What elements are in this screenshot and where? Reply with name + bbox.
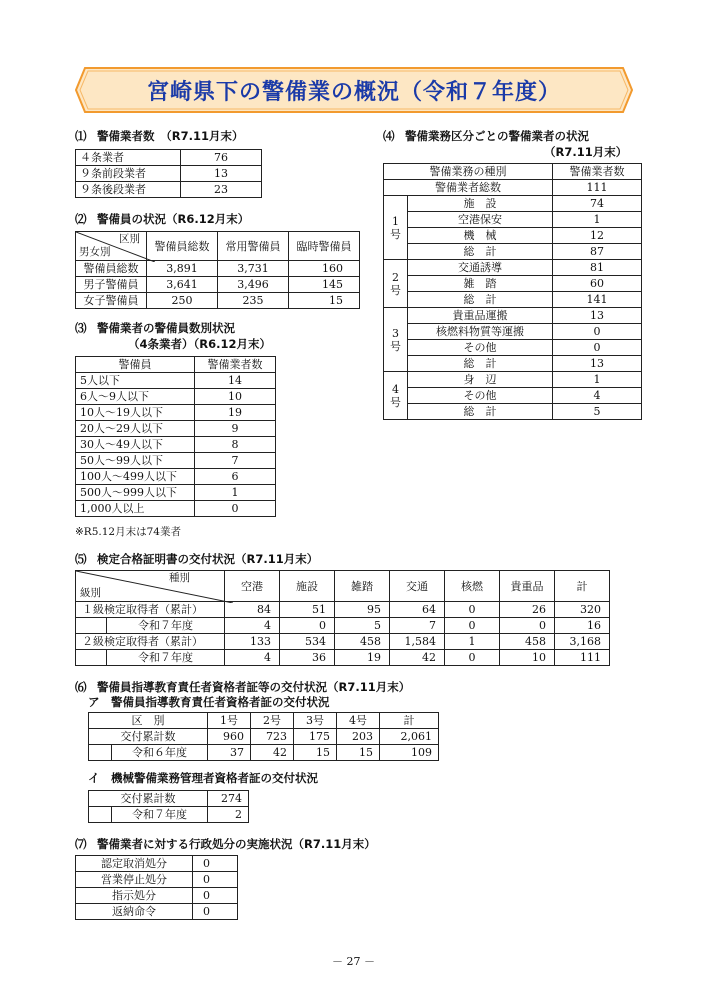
column-header: 空港 <box>225 571 280 602</box>
column-header: 交通 <box>390 571 445 602</box>
row-label: 令和６年度 <box>111 745 207 760</box>
cell-value: 3,891 <box>147 261 218 277</box>
row-label: 交付累計数 <box>89 791 208 807</box>
table-row <box>76 453 276 469</box>
section-4-date: （R7.11月末） <box>544 145 628 159</box>
cell-value: 274 <box>208 791 249 807</box>
cell-value: 1 <box>445 634 500 650</box>
cell-value: 534 <box>280 634 335 650</box>
row-label: 5人以下 <box>76 373 195 389</box>
section-6i-heading: イ 機械警備業務管理者資格者証の交付状況 <box>88 771 318 785</box>
row-value: 6 <box>195 469 276 485</box>
cell-value: 7 <box>390 618 445 634</box>
cell-value: 0 <box>553 324 642 340</box>
table-row <box>89 745 439 761</box>
table-row <box>89 729 439 745</box>
cell-value: 960 <box>208 729 251 745</box>
group-label: 1号 <box>389 214 401 241</box>
row-label: 総 計 <box>407 356 552 372</box>
row-label: 施 設 <box>407 196 552 212</box>
table-row <box>384 340 642 356</box>
row-label: 警備業者総数 <box>384 180 553 196</box>
table-row <box>76 888 238 904</box>
cell-value: 15 <box>289 293 360 309</box>
table-row <box>76 904 238 920</box>
cell-value: 36 <box>280 650 335 666</box>
column-header: 警備業者数 <box>195 357 276 373</box>
table-row <box>76 277 360 293</box>
page-title: 宮崎県下の警備業の概況（令和７年度） <box>146 79 561 105</box>
cell-value: 4 <box>225 650 280 666</box>
corner-top-label: 種別 <box>169 572 190 584</box>
row-value: 8 <box>195 437 276 453</box>
cell-value: 19 <box>335 650 390 666</box>
section-3-subtitle: （4条業者）（R6.12月末） <box>128 337 271 351</box>
cell-value: 74 <box>553 196 642 212</box>
table-row <box>384 228 642 244</box>
cell-value: 60 <box>553 276 642 292</box>
section-6-heading <box>75 679 410 695</box>
section-4-rows <box>384 196 642 420</box>
section-5-rows <box>76 602 610 666</box>
row-label: 機 械 <box>407 228 552 244</box>
cell-value: 26 <box>500 602 555 618</box>
cell-value: 2,061 <box>380 729 439 745</box>
section-2-table <box>75 231 360 309</box>
group-label-cell <box>384 260 408 308</box>
row-label: ９条後段業者 <box>76 182 181 198</box>
column-header: 区 別 <box>89 713 208 729</box>
section-3-title: 警備業者の警備員数別状況 <box>97 321 235 335</box>
column-header: 雑踏 <box>335 571 390 602</box>
cell-value: 4 <box>225 618 280 634</box>
table-row <box>384 372 642 388</box>
section-6a-heading: ア 警備員指導教育責任者資格者証の交付状況 <box>88 695 330 709</box>
section-4-title: 警備業務区分ごとの警備業者の状況 <box>405 129 589 143</box>
row-label: 女子警備員 <box>76 293 147 309</box>
table-row <box>76 166 262 182</box>
row-label: 30人～49人以下 <box>76 437 195 453</box>
table-row <box>384 388 642 404</box>
table-row <box>76 469 276 485</box>
section-5-table <box>75 570 610 666</box>
group-label-cell <box>384 372 408 420</box>
cell-value: 133 <box>225 634 280 650</box>
row-label: 総 計 <box>407 404 552 420</box>
column-header: 警備業務の種別 <box>384 164 553 180</box>
table-row <box>384 180 642 196</box>
group-label-cell <box>384 308 408 372</box>
table-row <box>76 485 276 501</box>
cell-value: 0 <box>445 602 500 618</box>
row-label-cell <box>89 807 208 823</box>
column-header: 警備員総数 <box>147 232 218 261</box>
row-label: 認定取消処分 <box>76 856 193 872</box>
section-4-table <box>383 163 642 420</box>
table-row <box>76 150 262 166</box>
section-2-number: ⑵ <box>75 212 87 226</box>
section-7-title: 警備業者に対する行政処分の実施状況（R7.11月末） <box>97 837 376 851</box>
row-label: 男子警備員 <box>76 277 147 293</box>
row-label: 令和７年度 <box>111 807 207 822</box>
cell-value: 0 <box>445 618 500 634</box>
row-value: 0 <box>195 501 276 517</box>
row-label: 核燃料物質等運搬 <box>407 324 552 340</box>
row-value: 0 <box>193 904 238 920</box>
section-1-title: 警備業者数 （R7.11月末） <box>97 129 244 143</box>
table-header-row <box>384 164 642 180</box>
cell-value: 64 <box>390 602 445 618</box>
section-2-heading <box>75 211 249 227</box>
column-header: 貴重品 <box>500 571 555 602</box>
title-banner <box>75 67 633 113</box>
cell-value: 109 <box>380 745 439 761</box>
column-header: 核燃 <box>445 571 500 602</box>
table-row <box>76 389 276 405</box>
row-label: 1,000人以上 <box>76 501 195 517</box>
table-row <box>76 634 610 650</box>
table-header-row <box>76 357 276 373</box>
row-label: １級検定取得者（累計） <box>76 602 225 618</box>
row-label: ９条前段業者 <box>76 166 181 182</box>
table-row <box>384 404 642 420</box>
table-row <box>384 260 642 276</box>
cell-value: 145 <box>289 277 360 293</box>
section-7-heading <box>75 836 376 852</box>
column-header: 2号 <box>251 713 294 729</box>
row-label: 雑 踏 <box>407 276 552 292</box>
row-value: 7 <box>195 453 276 469</box>
row-value: 19 <box>195 405 276 421</box>
table-row <box>76 872 238 888</box>
table-header-row <box>76 232 360 261</box>
row-label: 6人～9人以下 <box>76 389 195 405</box>
row-value: 1 <box>195 485 276 501</box>
corner-bottom-label: 男女別 <box>79 246 111 258</box>
table-row <box>89 807 249 823</box>
row-value: 14 <box>195 373 276 389</box>
row-label: 指示処分 <box>76 888 193 904</box>
cell-value: 203 <box>337 729 380 745</box>
cell-value: 13 <box>553 308 642 324</box>
row-label-cell <box>76 650 225 666</box>
cell-value: 95 <box>335 602 390 618</box>
row-label: 空港保安 <box>407 212 552 228</box>
section-7-number: ⑺ <box>75 837 87 851</box>
cell-value: 84 <box>225 602 280 618</box>
corner-bottom-label: 級別 <box>80 587 101 599</box>
row-label: ２級検定取得者（累計） <box>76 634 225 650</box>
row-value: 23 <box>181 182 262 198</box>
table-row <box>76 293 360 309</box>
row-label: 交通誘導 <box>407 260 552 276</box>
group-label: 4号 <box>389 382 401 409</box>
cell-value: 141 <box>553 292 642 308</box>
row-label: 総 計 <box>407 244 552 260</box>
section-1-heading <box>75 128 243 144</box>
table-row <box>76 618 610 634</box>
cell-value: 51 <box>280 602 335 618</box>
cell-value: 458 <box>500 634 555 650</box>
cell-value: 0 <box>445 650 500 666</box>
row-label: 10人～19人以下 <box>76 405 195 421</box>
section-2-title: 警備員の状況（R6.12月末） <box>97 212 250 226</box>
table-row <box>76 856 238 872</box>
row-value: 0 <box>193 888 238 904</box>
cell-value: 15 <box>337 745 380 761</box>
row-label: 総 計 <box>407 292 552 308</box>
table-row <box>384 356 642 372</box>
table-row <box>76 437 276 453</box>
row-label: 貴重品運搬 <box>407 308 552 324</box>
column-header: 3号 <box>294 713 337 729</box>
section-5-title: 検定合格証明書の交付状況（R7.11月末） <box>97 552 319 566</box>
cell-value: 175 <box>294 729 337 745</box>
row-label: その他 <box>407 340 552 356</box>
section-3-number: ⑶ <box>75 321 87 335</box>
row-label: 20人～29人以下 <box>76 421 195 437</box>
cell-value: 81 <box>553 260 642 276</box>
row-label: 令和７年度 <box>106 650 224 665</box>
column-header: 4号 <box>337 713 380 729</box>
row-label: 営業停止処分 <box>76 872 193 888</box>
column-header: 計 <box>380 713 439 729</box>
cell-value: 12 <box>553 228 642 244</box>
column-header: 警備業者数 <box>553 164 642 180</box>
section-5-number: ⑸ <box>75 552 87 566</box>
row-label-cell <box>76 618 225 634</box>
row-label: 警備員総数 <box>76 261 147 277</box>
cell-value: 10 <box>500 650 555 666</box>
section-3-rows <box>76 373 276 517</box>
section-6-title: 警備員指導教育責任者資格者証等の交付状況（R7.11月末） <box>97 680 411 694</box>
row-value: 10 <box>195 389 276 405</box>
cell-value: 3,641 <box>147 277 218 293</box>
cell-value: 320 <box>555 602 610 618</box>
row-value: 76 <box>181 150 262 166</box>
table-row <box>76 650 610 666</box>
row-label: 返納命令 <box>76 904 193 920</box>
row-value: 9 <box>195 421 276 437</box>
section-6-number: ⑹ <box>75 680 87 694</box>
section-4-heading <box>383 128 589 144</box>
table-row <box>384 276 642 292</box>
table-row <box>384 244 642 260</box>
cell-value: 111 <box>555 650 610 666</box>
cell-value: 42 <box>390 650 445 666</box>
section-3-note: ※R5.12月末は74業者 <box>75 526 181 538</box>
cell-value: 37 <box>208 745 251 761</box>
table-row <box>384 196 642 212</box>
cell-value: 160 <box>289 261 360 277</box>
cell-value: 3,168 <box>555 634 610 650</box>
group-label-cell <box>384 196 408 260</box>
page-number: － 27 － <box>332 955 375 968</box>
cell-value: 3,496 <box>218 277 289 293</box>
cell-value: 3,731 <box>218 261 289 277</box>
cell-value: 5 <box>553 404 642 420</box>
cell-value: 42 <box>251 745 294 761</box>
cell-value: 1 <box>553 372 642 388</box>
cell-value: 250 <box>147 293 218 309</box>
cell-value: 2 <box>208 807 249 823</box>
cell-value: 235 <box>218 293 289 309</box>
table-row <box>76 421 276 437</box>
section-1-table <box>75 149 262 198</box>
cell-value: 13 <box>553 356 642 372</box>
table-row <box>76 373 276 389</box>
row-value: 0 <box>193 872 238 888</box>
row-label: 身 辺 <box>407 372 552 388</box>
cell-value: 15 <box>294 745 337 761</box>
row-value: 0 <box>193 856 238 872</box>
table-row <box>384 308 642 324</box>
cell-value: 0 <box>280 618 335 634</box>
column-header: 計 <box>555 571 610 602</box>
table-row <box>384 324 642 340</box>
cell-value: 111 <box>553 180 642 196</box>
section-3-table <box>75 356 276 517</box>
cell-value: 0 <box>500 618 555 634</box>
table-row <box>89 791 249 807</box>
row-label: 令和７年度 <box>106 618 224 633</box>
table-row <box>384 292 642 308</box>
group-label: 2号 <box>389 270 401 297</box>
column-header: 1号 <box>208 713 251 729</box>
section-5-heading <box>75 551 318 567</box>
row-label-cell <box>89 745 208 761</box>
row-label: その他 <box>407 388 552 404</box>
row-label: 100人～499人以下 <box>76 469 195 485</box>
section-6i-table <box>88 790 249 823</box>
section-4-number: ⑷ <box>383 129 395 143</box>
table-row <box>384 212 642 228</box>
section-6i-rows <box>89 791 249 823</box>
table-row <box>76 405 276 421</box>
section-3-heading <box>75 320 235 336</box>
section-7-rows <box>76 856 238 920</box>
row-label: 50人～99人以下 <box>76 453 195 469</box>
column-header: 警備員 <box>76 357 195 373</box>
table-header-row <box>76 571 610 602</box>
group-label: 3号 <box>389 326 401 353</box>
corner-top-label: 区別 <box>119 233 140 245</box>
section-6a-table <box>88 712 439 761</box>
cell-value: 458 <box>335 634 390 650</box>
cell-value: 0 <box>553 340 642 356</box>
cell-value: 723 <box>251 729 294 745</box>
column-header: 施設 <box>280 571 335 602</box>
table-header-row <box>89 713 439 729</box>
column-header: 常用警備員 <box>218 232 289 261</box>
section-6a-rows <box>89 729 439 761</box>
row-label: ４条業者 <box>76 150 181 166</box>
cell-value: 16 <box>555 618 610 634</box>
row-label: 500人～999人以下 <box>76 485 195 501</box>
table-row <box>76 182 262 198</box>
cell-value: 1 <box>553 212 642 228</box>
row-label: 交付累計数 <box>89 729 208 745</box>
column-header: 臨時警備員 <box>289 232 360 261</box>
row-value: 13 <box>181 166 262 182</box>
table-row <box>76 602 610 618</box>
cell-value: 4 <box>553 388 642 404</box>
section-7-table <box>75 855 238 920</box>
table-row <box>76 501 276 517</box>
corner-cell <box>76 232 147 261</box>
corner-cell <box>76 571 225 602</box>
table-row <box>76 261 360 277</box>
cell-value: 87 <box>553 244 642 260</box>
section-1-number: ⑴ <box>75 129 87 143</box>
cell-value: 5 <box>335 618 390 634</box>
cell-value: 1,584 <box>390 634 445 650</box>
